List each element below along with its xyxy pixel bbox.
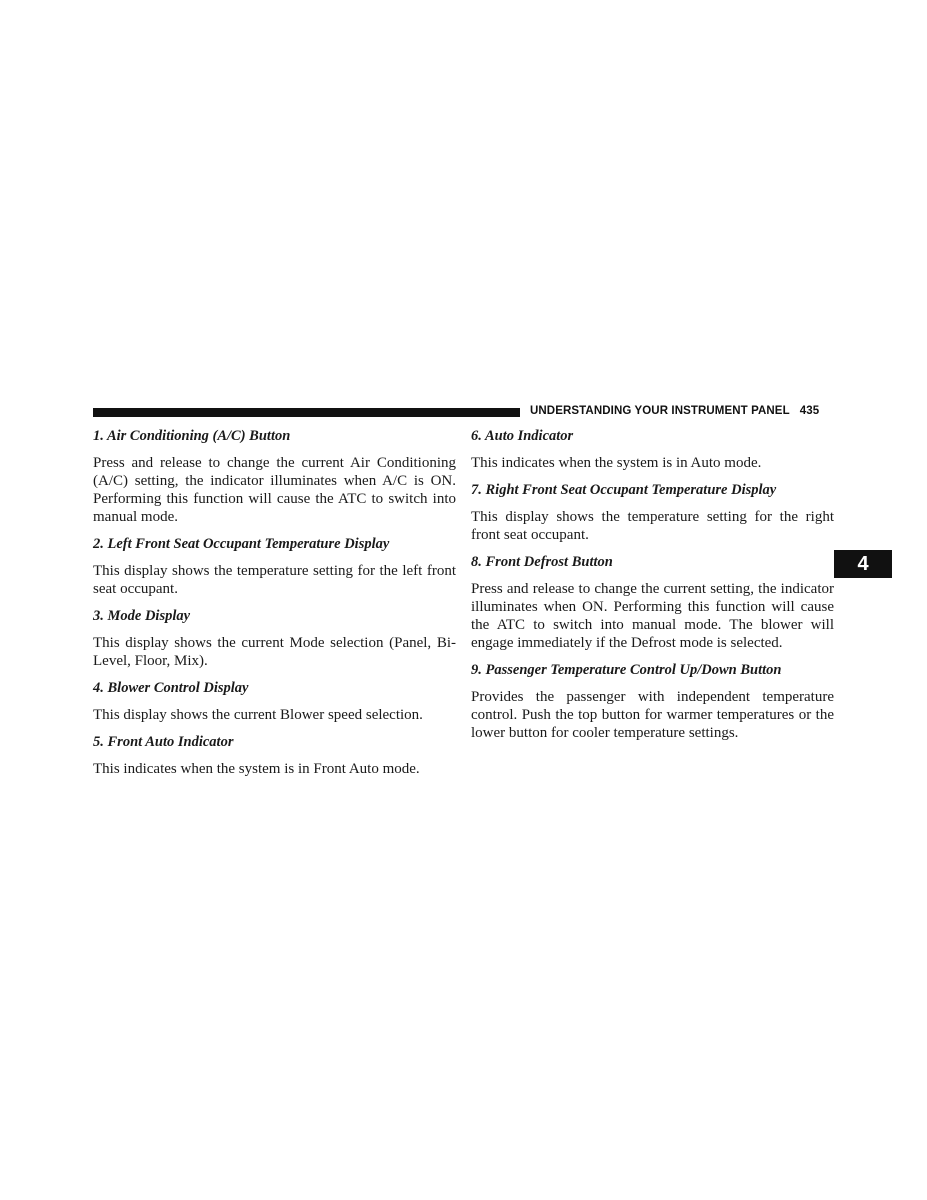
section-heading: 9. Passenger Temperature Control Up/Down Button [471, 662, 782, 678]
section-heading: 3. Mode Display [93, 608, 191, 624]
page-number: 435 [799, 405, 820, 417]
section-body: This display shows the current Blower speed selection. [93, 707, 423, 723]
running-header [530, 405, 819, 417]
section-heading: 5. Front Auto Indicator [93, 734, 234, 750]
header-title: UNDERSTANDING YOUR INSTRUMENT PANEL [530, 405, 790, 417]
section-body: This indicates when the system is in Auto mode. [471, 455, 762, 471]
right-column [471, 427, 834, 751]
section-heading: 1. Air Conditioning (A/C) Button [93, 428, 291, 444]
left-column [93, 427, 456, 787]
section-body: This display shows the temperature setting for the right front seat occupant. [471, 509, 834, 543]
section-heading: 4. Blower Control Display [93, 680, 249, 696]
section-body: Provides the passenger with independent temperature control. Push the top button for warmer temperatures or the lower button for cooler temperature settings. [471, 689, 834, 741]
section-heading: 2. Left Front Seat Occupant Temperature Display [93, 536, 390, 552]
header-rule [93, 408, 520, 417]
section-heading: 8. Front Defrost Button [471, 554, 613, 570]
section-heading: 6. Auto Indicator [471, 428, 574, 444]
section-body: Press and release to change the current setting, the indicator illuminates when ON. Performing this function will cause the ATC to switch into manual mode. The blower will engage immediately if the Defrost mode is selected. [471, 581, 834, 651]
section-body: Press and release to change the current Air Conditioning (A/C) setting, the indicator illuminates when A/C is ON. Performing this function will cause the ATC to switch into manual mode. [93, 455, 456, 525]
section-body: This display shows the temperature setting for the left front seat occupant. [93, 563, 456, 597]
section-body: This display shows the current Mode selection (Panel, Bi-Level, Floor, Mix). [93, 635, 456, 669]
section-heading: 7. Right Front Seat Occupant Temperature Display [471, 482, 777, 498]
chapter-tab: 4 [834, 550, 892, 578]
section-body: This indicates when the system is in Front Auto mode. [93, 761, 420, 777]
